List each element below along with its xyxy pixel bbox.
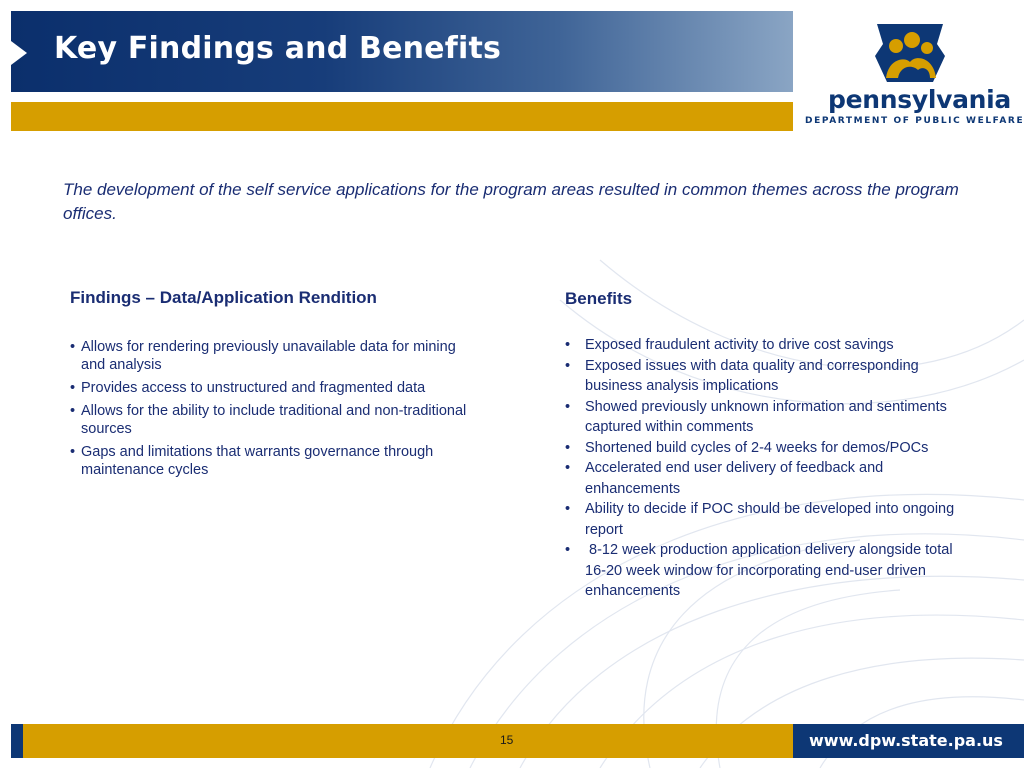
- list-item: [563, 540, 963, 602]
- list-item: [563, 397, 963, 438]
- intro-text: The development of the self service applications for the program areas resulted in common themes across the program offices.: [63, 180, 959, 223]
- title-bar: [11, 11, 793, 92]
- benefits-list: [563, 335, 963, 602]
- findings-heading: Findings – Data/Application Rendition: [70, 288, 377, 307]
- bullet: •: [565, 357, 571, 374]
- footer-url-box: [793, 724, 1024, 758]
- bullet: •: [565, 398, 571, 415]
- findings-list: [70, 338, 475, 484]
- title-notch: [11, 41, 27, 65]
- bullet: •: [70, 339, 76, 355]
- bullet: •: [565, 337, 571, 353]
- benefit-text: Showed previously unknown information and sentiments captured within comments: [585, 398, 947, 435]
- benefits-heading: Benefits: [565, 289, 633, 308]
- benefit-text: Exposed fraudulent activity to drive cost savings: [585, 337, 894, 353]
- keystone-family-icon: [800, 16, 1020, 86]
- finding-text: Provides access to unstructured and fragmented data: [81, 380, 426, 396]
- list-item: [563, 499, 963, 540]
- bullet: •: [70, 380, 76, 396]
- bullet: •: [565, 501, 571, 517]
- list-item: [70, 338, 475, 374]
- benefit-text: Accelerated end user delivery of feedback and enhancements: [585, 460, 884, 497]
- footer-gold-bar: [23, 724, 793, 758]
- bullet: •: [565, 439, 571, 456]
- finding-text: Allows for the ability to include traditional and non-traditional sources: [81, 403, 467, 437]
- benefit-text: Exposed issues with data quality and corresponding business analysis implications: [585, 357, 919, 394]
- finding-text: Gaps and limitations that warrants governance through maintenance cycles: [81, 444, 434, 478]
- bullet: •: [70, 403, 76, 419]
- gold-accent-bar: [11, 102, 793, 131]
- logo-wordmark: pennsylvania: [828, 85, 1011, 114]
- list-item: [70, 443, 475, 479]
- list-item: [563, 335, 963, 356]
- pennsylvania-dpw-logo: [800, 16, 1024, 136]
- list-item: [70, 379, 475, 397]
- benefit-text: 8-12 week production application delivery alongside total 16-20 week window for incorporating end-user driven enhancements: [585, 542, 957, 599]
- page-number: 15: [500, 733, 514, 747]
- benefit-text: Shortened build cycles of 2-4 weeks for demos/POCs: [585, 439, 929, 456]
- bullet: •: [565, 542, 571, 558]
- bullet: •: [565, 460, 571, 476]
- list-item: [563, 356, 963, 397]
- bullet: •: [70, 444, 76, 460]
- finding-text: Allows for rendering previously unavailable data for mining and analysis: [81, 339, 456, 373]
- benefit-text: Ability to decide if POC should be developed into ongoing report: [585, 501, 955, 538]
- list-item: [563, 458, 963, 499]
- list-item: [70, 402, 475, 438]
- logo-department: DEPARTMENT OF PUBLIC WELFARE: [805, 116, 1024, 126]
- list-item: [563, 438, 963, 459]
- footer-left-block: [11, 724, 23, 758]
- slide-title: Key Findings and Benefits: [54, 31, 502, 66]
- footer-url: www.dpw.state.pa.us: [809, 731, 1003, 750]
